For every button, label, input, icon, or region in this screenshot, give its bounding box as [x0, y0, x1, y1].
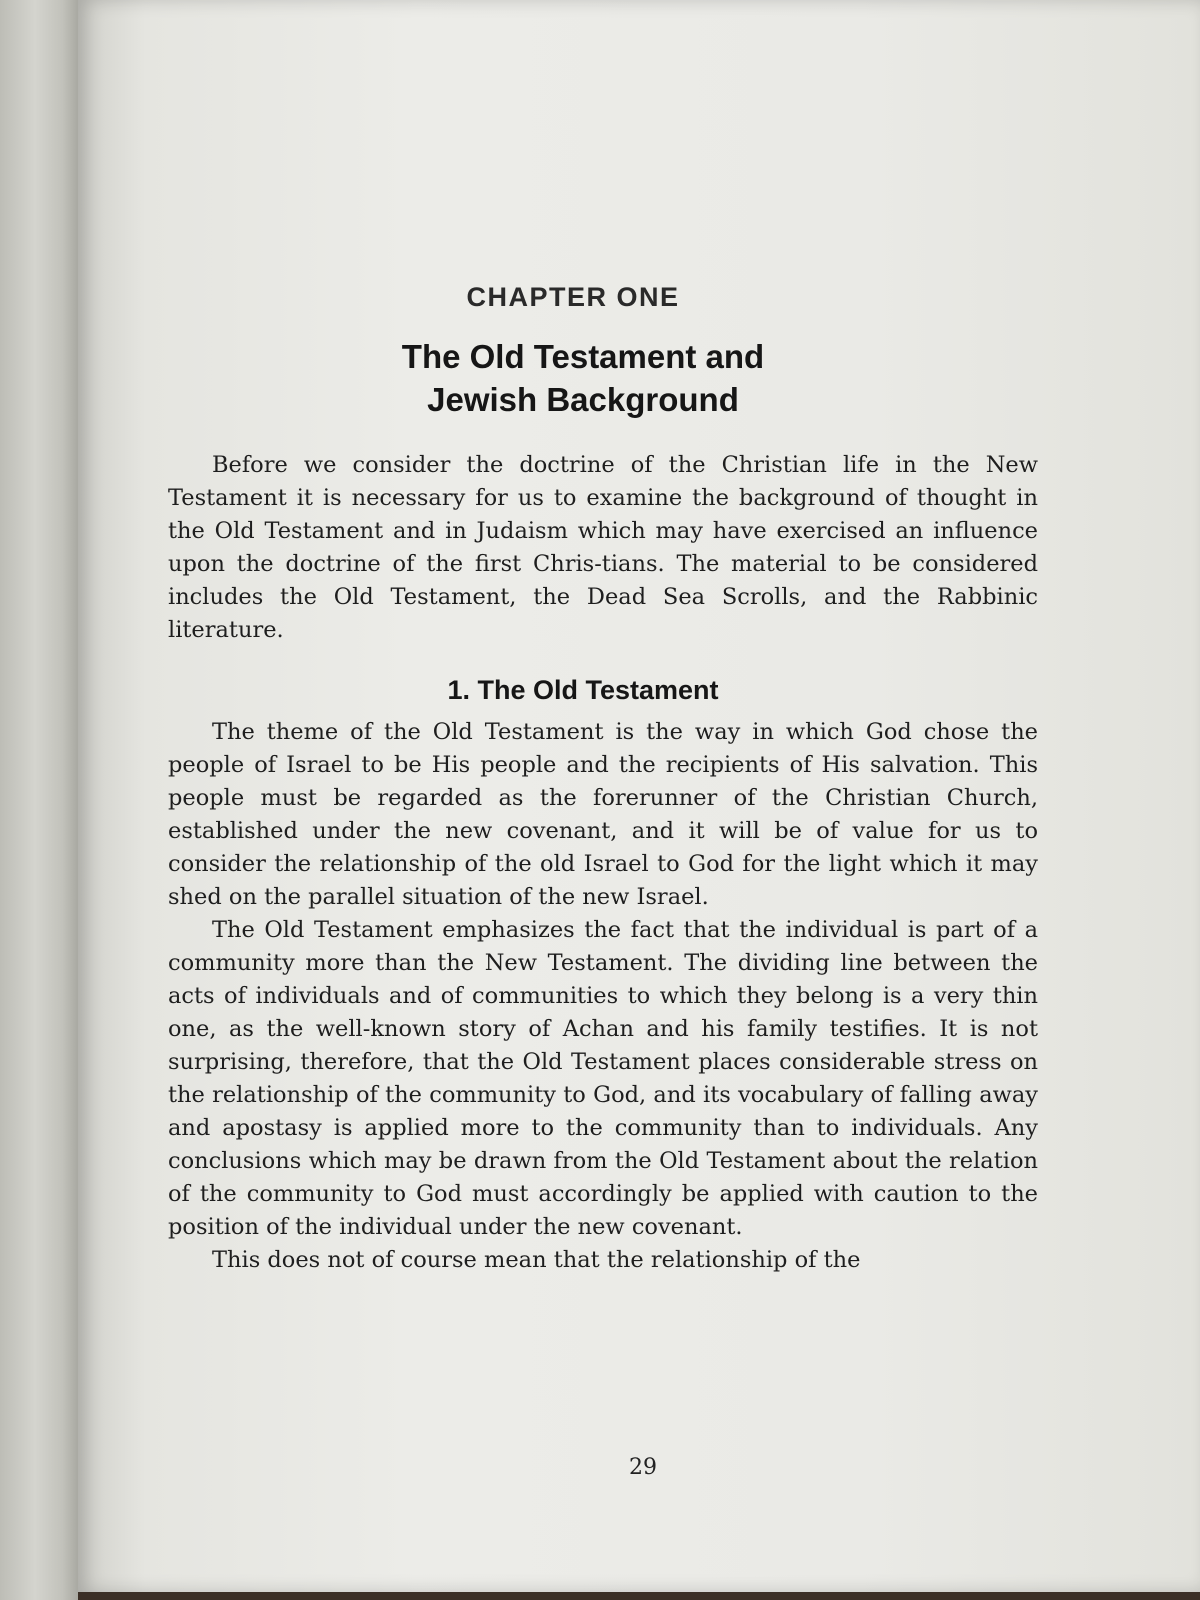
- chapter-title: [168, 335, 1038, 421]
- chapter-title-line1: The Old Testament and: [401, 338, 765, 375]
- section-heading: 1. The Old Testament: [447, 675, 719, 705]
- section-paragraph-2: The Old Testament emphasizes the fact that the individual is part of a community more than the New Testament. The dividing line between the acts of individuals and of communities to which they belong is a very thin one, as the well-known story of Achan and his family testifies. It is not surprising, therefore, that the Old Testament places considerable stress on the relationship of the community to God, and its vocabulary of falling away and apostasy is applied more to the community than to individuals. Any conclusions which may be drawn from the Old Testament about the relation of the community to God must accordingly be applied with caution to the position of the individual under the new covenant.: [168, 917, 1038, 1240]
- chapter-title-line2: Jewish Background: [427, 381, 739, 418]
- section-paragraph-1: The theme of the Old Testament is the way in which God chose the people of Israel to be His people and the recipients of His salvation. This people must be regarded as the forerunner of the Christian Church, established under the new covenant, and it will be of value for us to consider the relationship of the old Israel to God for the light which it may shed on the parallel situation of the new Israel.: [168, 719, 1038, 910]
- page-content: [168, 282, 1038, 1277]
- page-stack-edge: [0, 0, 78, 1600]
- page-number: 29: [629, 1455, 657, 1480]
- section-paragraph-3: This does not of course mean that the relationship of the: [212, 1247, 861, 1273]
- intro-paragraph: Before we consider the doctrine of the Christian life in the New Testament it is necessary for us to examine the background of thought in the Old Testament and in Judaism which may have exercised an influence upon the doctrine of the first Chris-tians. The material to be considered includes the Old Testament, the Dead Sea Scrolls, and the Rabbinic literature.: [168, 452, 1038, 643]
- chapter-label: CHAPTER ONE: [466, 282, 680, 312]
- book-page: [78, 0, 1200, 1592]
